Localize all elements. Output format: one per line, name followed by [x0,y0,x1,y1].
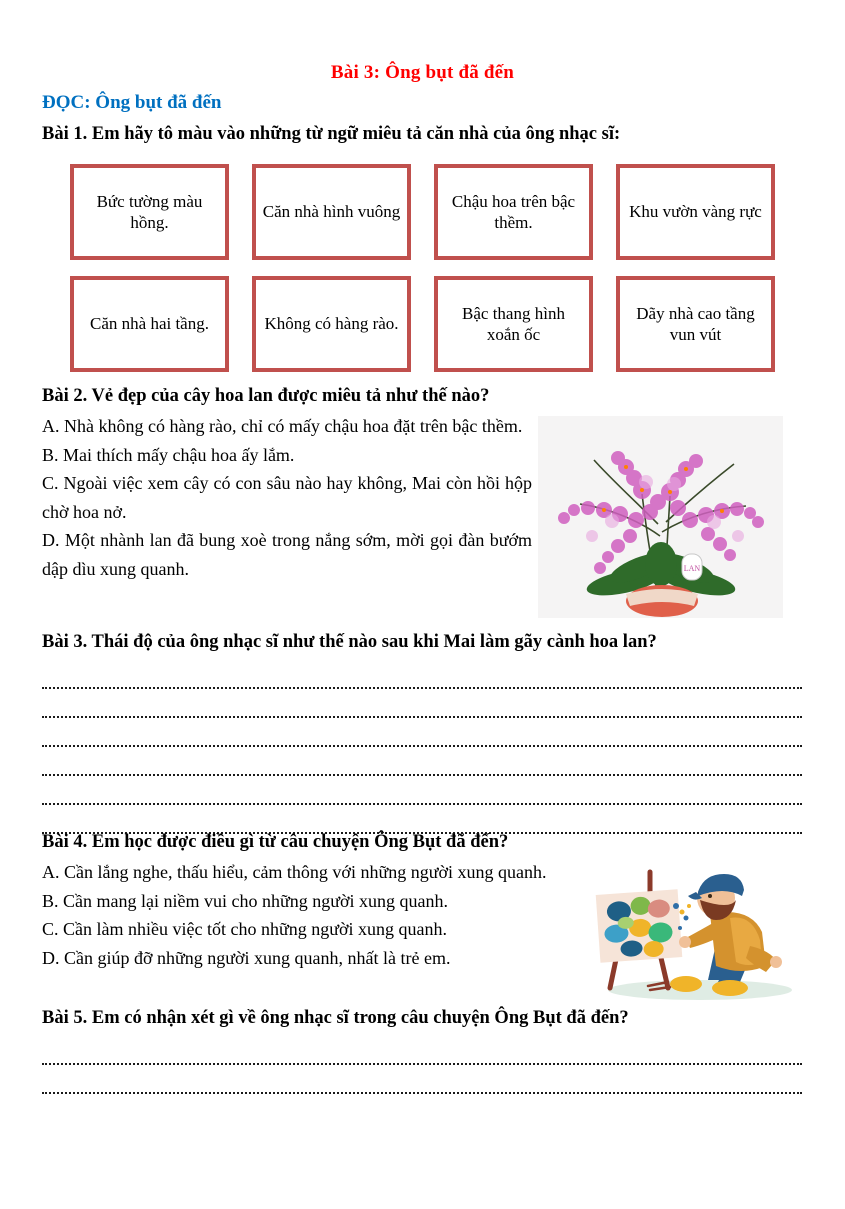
answer-line[interactable] [42,776,802,805]
answer-line[interactable] [42,1065,802,1094]
page-title: Bài 3: Ông bụt đã đến [330,62,515,83]
exercise1-box-grid [70,164,775,372]
exercise2-heading: Bài 2. Vẻ đẹp của cây hoa lan được miêu tả như thế nào? [42,386,490,406]
word-box[interactable]: Căn nhà hai tầng. [70,276,229,372]
answer-option-a[interactable]: A. Cần lắng nghe, thấu hiểu, cảm thông với những người xung quanh. [42,862,547,882]
exercise4-answers [42,858,587,972]
exercise3-heading: Bài 3. Thái độ của ông nhạc sĩ như thế nào sau khi Mai làm gãy cành hoa lan? [42,632,657,652]
answer-line[interactable] [42,660,802,689]
svg-text:LAN: LAN [683,564,701,573]
painter-at-easel-illustration [590,862,805,1004]
answer-line[interactable] [42,689,802,718]
answer-line[interactable] [42,718,802,747]
answer-option-b[interactable]: B. Mai thích mấy chậu hoa ấy lắm. [42,444,295,465]
reading-section-label: ĐỌC: Ông bụt đã đến [42,92,222,113]
exercise3-answer-lines [42,660,802,834]
word-box[interactable]: Khu vườn vàng rực [616,164,775,260]
exercise5-heading: Bài 5. Em có nhận xét gì về ông nhạc sĩ trong câu chuyện Ông Bụt đã đến? [42,1008,629,1028]
orchid-plant-illustration [538,416,783,618]
exercise2-answers [42,412,532,583]
answer-option-d[interactable]: D. Một nhành lan đã bung xoè trong nắng sớm, mời gọi đàn bướm dập dìu xung quanh. [42,530,532,579]
word-box[interactable]: Căn nhà hình vuông [252,164,411,260]
word-box[interactable]: Dãy nhà cao tầng vun vút [616,276,775,372]
answer-line[interactable] [42,747,802,776]
answer-option-c[interactable]: C. Cần làm nhiều việc tốt cho những người xung quanh. [42,919,447,939]
exercise1-heading: Bài 1. Em hãy tô màu vào những từ ngữ miêu tả căn nhà của ông nhạc sĩ: [42,124,621,144]
exercise5-answer-lines [42,1036,802,1094]
answer-line[interactable] [42,805,802,834]
answer-option-b[interactable]: B. Cần mang lại niềm vui cho những người xung quanh. [42,890,448,911]
answer-option-c[interactable]: C. Ngoài việc xem cây có con sâu nào hay không, Mai còn hồi hộp chờ hoa nở. [42,473,532,522]
exercise4-heading: Bài 4. Em học được điều gì từ câu chuyện Ông Bụt đã đến? [42,832,509,852]
answer-option-a[interactable]: A. Nhà không có hàng rào, chỉ có mấy chậu hoa đặt trên bậc thềm. [42,416,523,436]
answer-line[interactable] [42,1036,802,1065]
word-box[interactable]: Bậc thang hình xoắn ốc [434,276,593,372]
word-box[interactable]: Chậu hoa trên bậc thềm. [434,164,593,260]
word-box[interactable]: Bức tường màu hồng. [70,164,229,260]
word-box[interactable]: Không có hàng rào. [252,276,411,372]
answer-option-d[interactable]: D. Cần giúp đỡ những người xung quanh, nhất là trẻ em. [42,947,451,968]
